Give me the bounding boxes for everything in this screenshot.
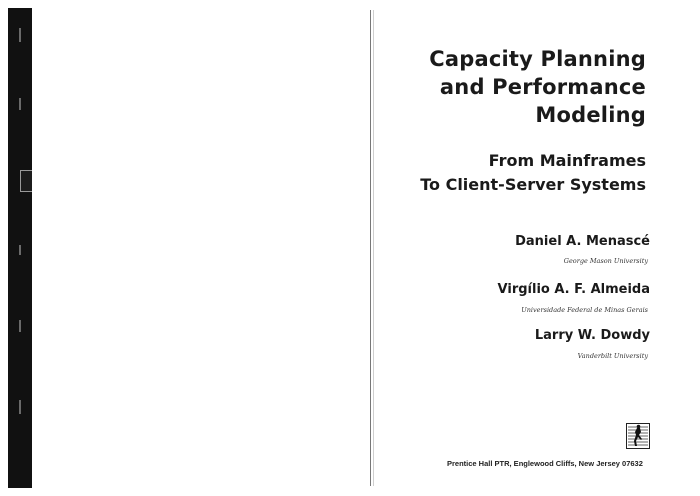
- book-title: [429, 45, 646, 129]
- book-subtitle-line: From Mainframes: [488, 151, 646, 170]
- author-name: Virgílio A. F. Almeida: [497, 282, 650, 297]
- author-affiliation: Vanderbilt University: [577, 352, 648, 360]
- author-name: Daniel A. Menascé: [515, 234, 650, 249]
- binding-notch: [20, 170, 32, 192]
- author-affiliation: Universidade Federal de Minas Gerais: [521, 306, 648, 314]
- prentice-hall-logo-icon: [626, 423, 650, 449]
- author-name: Larry W. Dowdy: [534, 328, 650, 343]
- book-subtitle-line: To Client-Server Systems: [420, 175, 646, 194]
- author-affiliation: George Mason University: [563, 257, 648, 265]
- book-title-line: Capacity Planning: [429, 47, 646, 71]
- book-title-line: and Performance: [439, 75, 646, 99]
- publisher-imprint: Prentice Hall PTR, Englewood Cliffs, New Jersey 07632: [447, 459, 643, 468]
- book-title-line: Modeling: [535, 103, 646, 127]
- gutter-fold: [373, 10, 374, 486]
- gutter-shadow: [370, 10, 371, 486]
- binding-mark: [19, 28, 21, 42]
- book-subtitle: [420, 149, 646, 197]
- binding-mark: [19, 98, 21, 110]
- binding-mark: [19, 400, 21, 414]
- binding-mark: [19, 245, 21, 255]
- binding-mark: [19, 320, 21, 332]
